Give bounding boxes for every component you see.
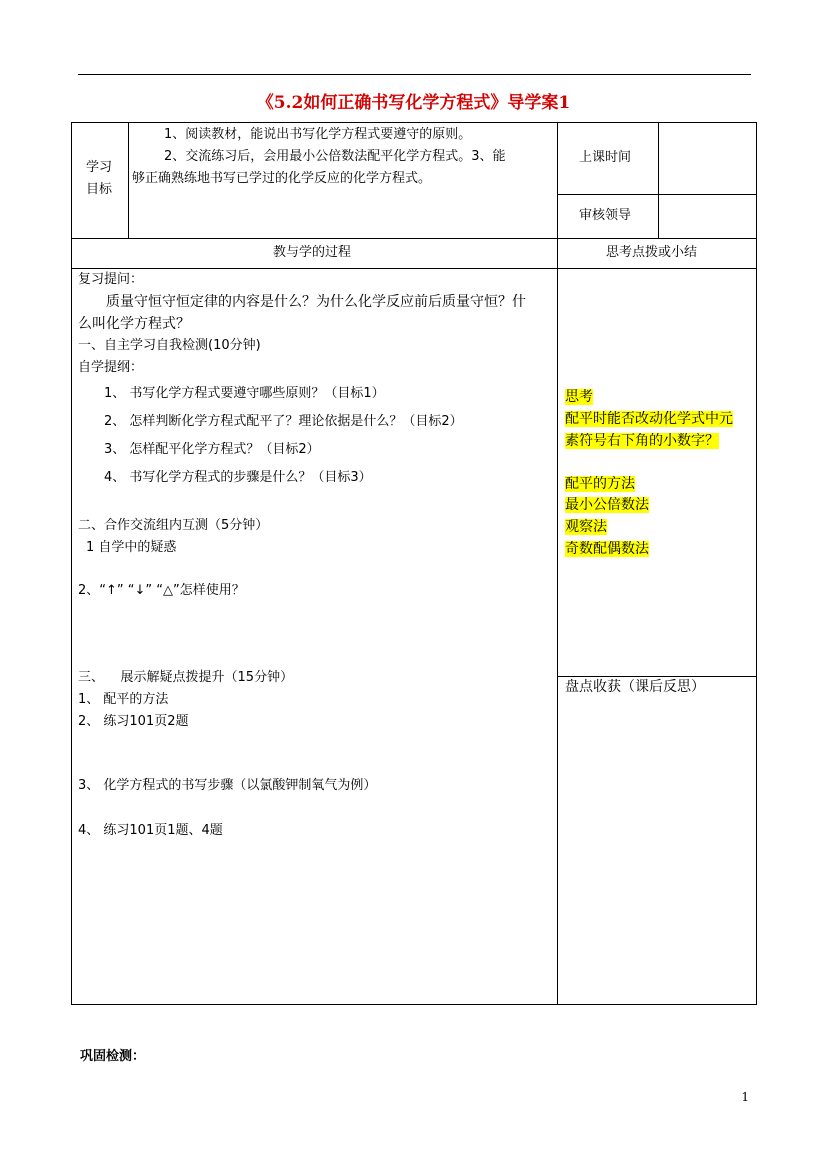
document-title: 《5.2如何正确书写化学方程式》导学案1	[256, 93, 571, 113]
class-time-label: 上课时间	[579, 150, 632, 165]
goal-item-1: 1、阅读教材，能说出书写化学方程式要遵守的原则。	[164, 127, 472, 142]
notes-think-question-1-text: 配平时能否改动化学式中元	[565, 411, 733, 427]
notes-methods-title-text: 配平的方法	[565, 476, 635, 492]
section-2-item-1: 1 自学中的疑惑	[86, 540, 177, 555]
notes-method-1	[565, 494, 649, 516]
notes-think-question-2	[565, 430, 719, 452]
notes-method-3-text: 奇数配偶数法	[565, 541, 649, 557]
outline-question-4: 4、 书写化学方程式的步骤是什么？（目标3）	[104, 470, 372, 485]
goals-label-divider	[128, 122, 129, 238]
goals-label-line1: 学习	[86, 160, 113, 175]
consolidation-heading: 巩固检测：	[80, 1049, 146, 1064]
notes-methods-title	[565, 473, 635, 495]
review-title: 复习提问：	[78, 272, 144, 287]
section-3-heading: 三、 展示解疑点拨提升（15分钟）	[78, 670, 294, 685]
notes-method-3	[565, 538, 649, 560]
goals-row-bottom	[71, 238, 757, 239]
notes-think	[565, 386, 593, 408]
main-column-divider	[557, 122, 558, 1005]
notes-harvest: 盘点收获（课后反思）	[565, 679, 705, 695]
column-header-bottom	[71, 268, 757, 269]
reviewer-label: 审核领导	[579, 208, 632, 223]
section-1-heading: 一、自主学习自我检测(10分钟)	[78, 338, 261, 353]
header-rule	[78, 74, 751, 75]
notes-think-text: 思考	[565, 389, 593, 405]
section-3-item-4: 4、 练习101页1题、4题	[78, 823, 223, 838]
notes-think-question-1	[565, 408, 733, 430]
outline-question-1: 1、 书写化学方程式要遵守哪些原则？（目标1）	[104, 386, 385, 401]
section-3-item-3: 3、 化学方程式的书写步骤（以氯酸钾制氧气为例）	[78, 778, 377, 793]
process-column-header: 教与学的过程	[273, 245, 352, 260]
meta-value-divider	[658, 122, 659, 238]
outline-question-2: 2、 怎样判断化学方程式配平了？理论依据是什么？（目标2）	[104, 414, 463, 429]
review-question-line1: 质量守恒守恒定律的内容是什么？为什么化学反应前后质量守恒？什	[106, 294, 526, 310]
review-question-line2: 么叫化学方程式？	[78, 316, 190, 332]
notes-method-2-text: 观察法	[565, 519, 607, 535]
notes-think-question-2-text: 素符号右下角的小数字？	[565, 433, 719, 449]
self-study-outline: 自学提纲：	[78, 360, 144, 375]
section-2-heading: 二、合作交流组内互测（5分钟）	[78, 518, 269, 533]
notes-column-header: 思考点拨或小结	[606, 245, 698, 260]
outline-question-3: 3、 怎样配平化学方程式？（目标2）	[104, 442, 320, 457]
section-3-item-2: 2、 练习101页2题	[78, 714, 189, 729]
section-3-item-1: 1、 配平的方法	[78, 692, 169, 707]
meta-row-divider	[557, 194, 757, 195]
page-number: 1	[741, 1090, 749, 1104]
section-2-item-2: 2、“↑” “↓” “△”怎样使用？	[78, 583, 245, 598]
notes-method-1-text: 最小公倍数法	[565, 497, 649, 513]
goal-item-3: 够正确熟练地书写已学过的化学反应的化学方程式。	[132, 171, 432, 186]
notes-method-2	[565, 516, 607, 538]
goals-label-line2: 目标	[86, 182, 113, 197]
goal-item-2: 2、交流练习后，会用最小公倍数法配平化学方程式。3、能	[164, 149, 506, 164]
